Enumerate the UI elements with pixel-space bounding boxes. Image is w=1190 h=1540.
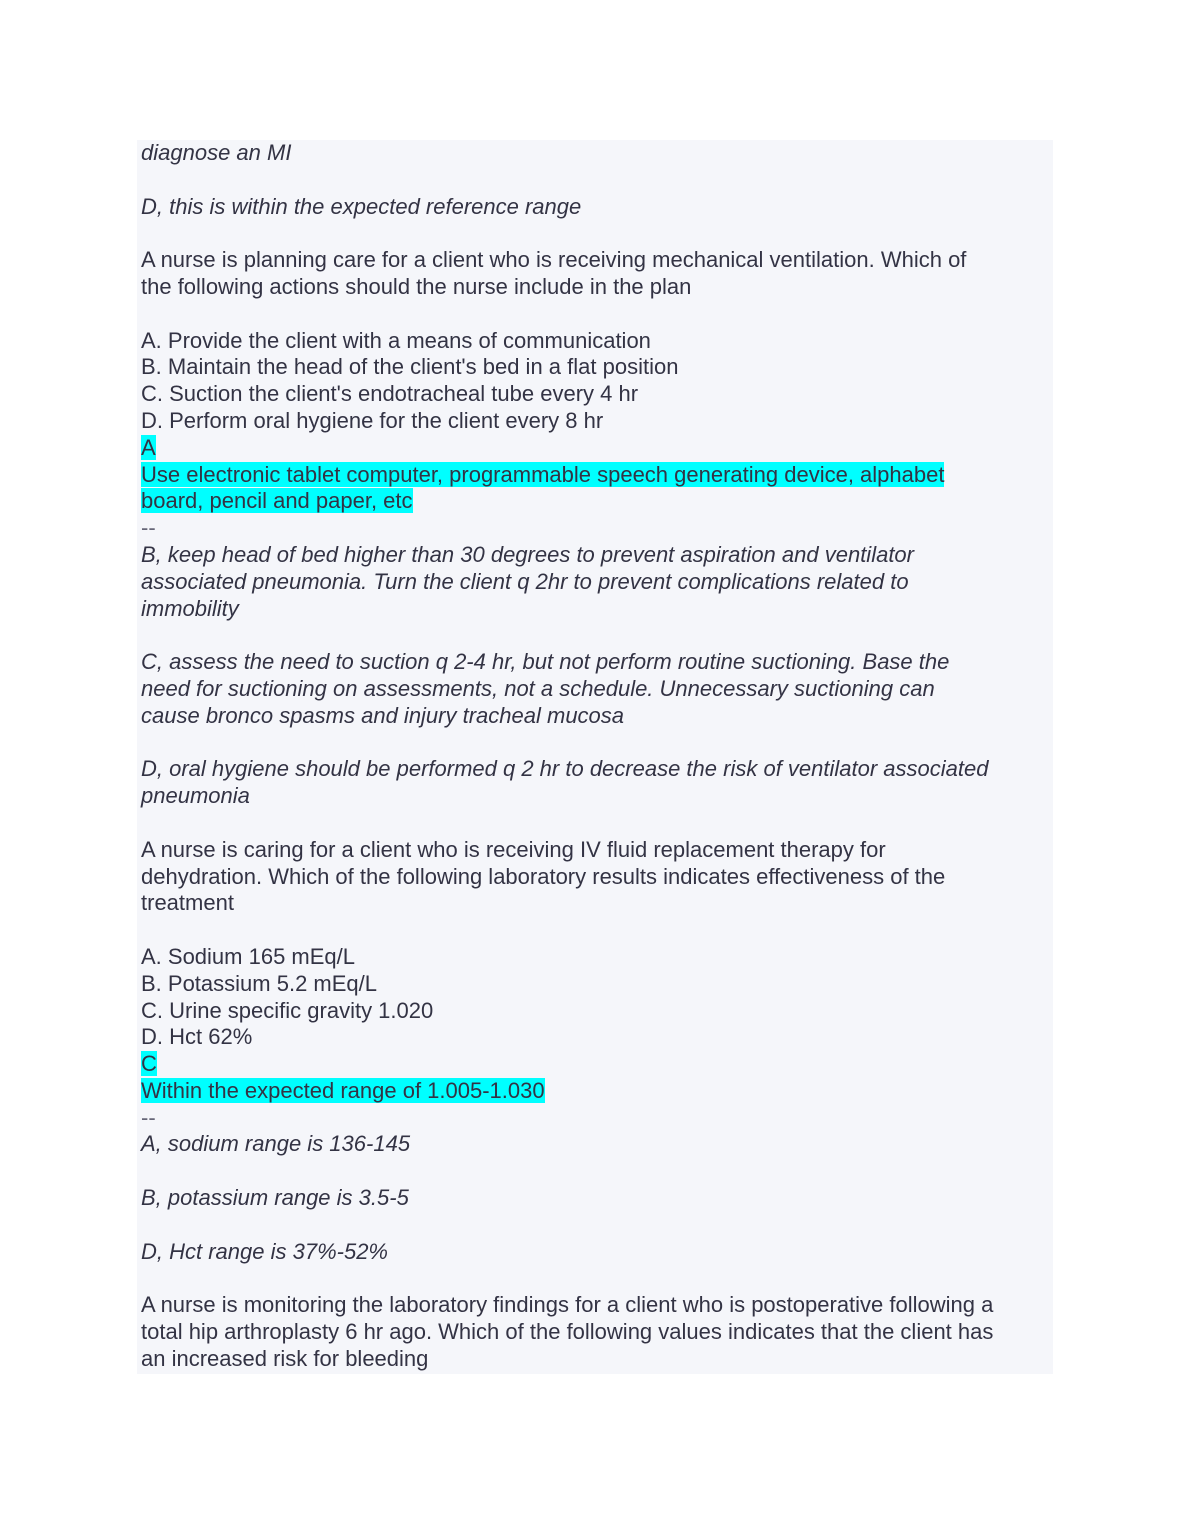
q2-rationale-b: B, potassium range is 3.5-5 xyxy=(141,1185,409,1211)
q1-option-c: C. Suction the client's endotracheal tube every 4 hr xyxy=(141,381,639,407)
prev-rationale-d: D, this is within the expected reference range xyxy=(141,193,582,219)
q1-rationale-c: cause bronco spasms and injury tracheal mucosa xyxy=(141,702,625,728)
q2-rationale-a: A, sodium range is 136-145 xyxy=(141,1131,411,1157)
q1-rationale-b: B, keep head of bed higher than 30 degrees to prevent aspiration and ventilator xyxy=(141,541,914,567)
prev-question-tail: diagnose an MI xyxy=(141,140,292,165)
q2-separator: -- xyxy=(141,1104,156,1130)
q1-stem-line: A nurse is planning care for a client who is receiving mechanical ventilation. Which of xyxy=(141,247,967,273)
q1-answer: A xyxy=(141,434,156,460)
q2-option-b: B. Potassium 5.2 mEq/L xyxy=(141,970,377,996)
q3-stem-line: total hip arthroplasty 6 hr ago. Which of the following values indicates that the client has xyxy=(141,1319,994,1345)
q2-stem-line: dehydration. Which of the following laboratory results indicates effectiveness of the xyxy=(141,863,946,889)
q1-rationale-b: associated pneumonia. Turn the client q 2hr to prevent complications related to xyxy=(141,568,909,594)
q2-rationale-d: D, Hct range is 37%-52% xyxy=(141,1238,388,1264)
q2-option-d: D. Hct 62% xyxy=(141,1024,253,1050)
q1-separator: -- xyxy=(141,515,156,541)
q3-stem-line: A nurse is monitoring the laboratory findings for a client who is postoperative following a xyxy=(141,1292,994,1318)
q2-option-a: A. Sodium 165 mEq/L xyxy=(141,943,356,969)
q1-answer-explanation: board, pencil and paper, etc xyxy=(141,488,413,514)
q2-stem-line: treatment xyxy=(141,890,234,916)
q2-answer-explanation: Within the expected range of 1.005-1.030 xyxy=(141,1077,545,1103)
q1-option-d: D. Perform oral hygiene for the client every 8 hr xyxy=(141,407,604,433)
q1-rationale-d: pneumonia xyxy=(141,783,250,809)
q1-rationale-c: need for suctioning on assessments, not a schedule. Unnecessary suctioning can xyxy=(141,675,935,701)
q1-rationale-c: C, assess the need to suction q 2-4 hr, but not perform routine suctioning. Base the xyxy=(141,649,950,675)
q1-stem-line: the following actions should the nurse include in the plan xyxy=(141,273,692,299)
q1-rationale-d: D, oral hygiene should be performed q 2 hr to decrease the risk of ventilator associated xyxy=(141,756,989,782)
q1-answer-explanation: Use electronic tablet computer, programmable speech generating device, alphabet xyxy=(141,461,945,487)
q1-option-a: A. Provide the client with a means of communication xyxy=(141,327,651,353)
q2-option-c: C. Urine specific gravity 1.020 xyxy=(141,997,434,1023)
document-page xyxy=(137,140,1053,1374)
q1-rationale-b: immobility xyxy=(141,595,239,621)
q2-stem-line: A nurse is caring for a client who is receiving IV fluid replacement therapy for xyxy=(141,836,886,862)
q1-option-b: B. Maintain the head of the client's bed in a flat position xyxy=(141,354,679,380)
q3-stem-line: an increased risk for bleeding xyxy=(141,1345,429,1371)
q2-answer: C xyxy=(141,1051,157,1077)
